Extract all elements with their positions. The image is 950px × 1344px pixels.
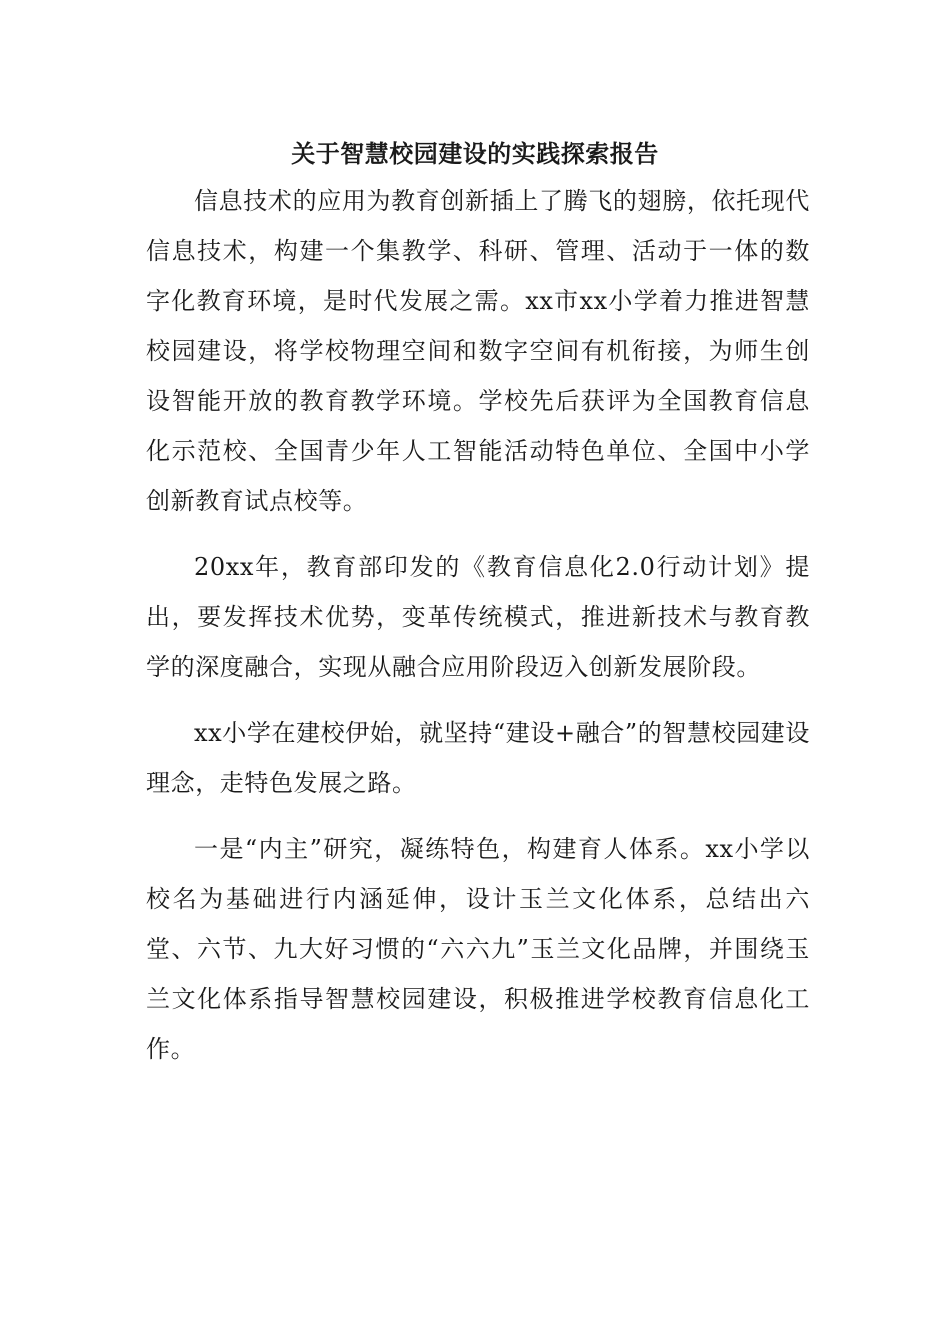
paragraph-action-plan: 20xx年，教育部印发的《教育信息化2.0行动计划》提出，要发挥技术优势，变革传统模式，推进新技术与教育教学的深度融合，实现从融合应用阶段迈入创新发展阶段。 bbox=[146, 553, 810, 681]
document-title: 关于智慧校园建设的实践探索报告 bbox=[291, 139, 659, 168]
paragraph-philosophy: xx小学在建校伊始，就坚持“建设+融合”的智慧校园建设理念，走特色发展之路。 bbox=[146, 719, 810, 797]
paragraph-intro: 信息技术的应用为教育创新插上了腾飞的翅膀，依托现代信息技术，构建一个集教学、科研、管理、活动于一体的数字化教育环境，是时代发展之需。xx市xx小学着力推进智慧校园建设，将学校物理空间和数字空间有机衔接，为师生创设智能开放的教育教学环境。学校先后获评为全国教育信息化示范校、全国青少年人工智能活动特色单位、全国中小学创新教育试点校等。 bbox=[146, 187, 810, 515]
document-body bbox=[146, 176, 810, 1074]
paragraph-research: 一是“内主”研究，凝练特色，构建育人体系。xx小学以校名为基础进行内涵延伸，设计玉兰文化体系，总结出六堂、六节、九大好习惯的“六六九”玉兰文化品牌，并围绕玉兰文化体系指导智慧校园建设，积极推进学校教育信息化工作。 bbox=[146, 835, 810, 1063]
